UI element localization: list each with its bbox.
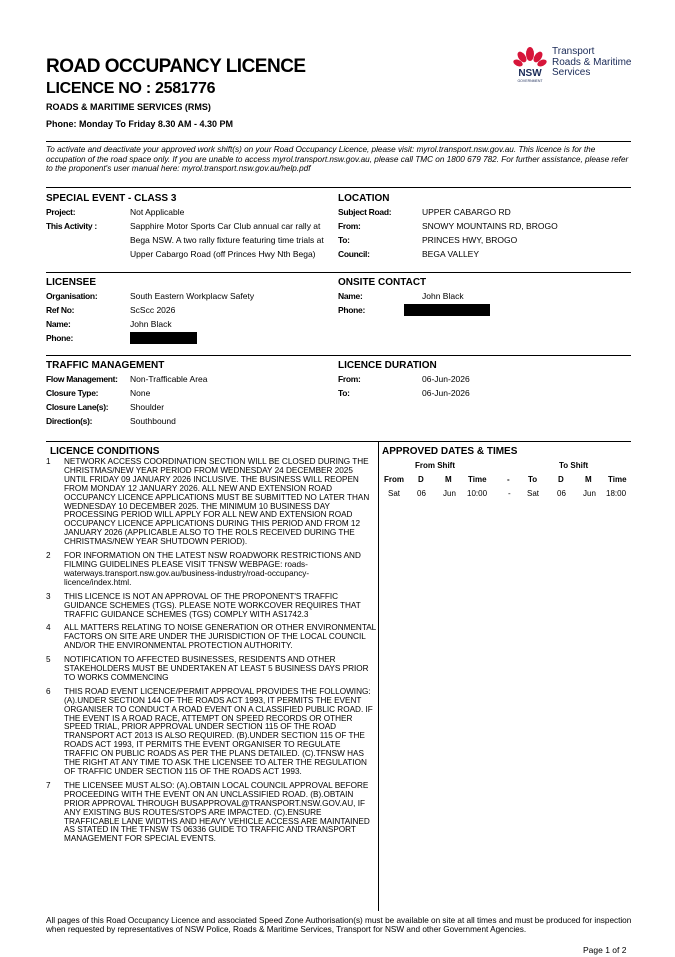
condition-item: 2 FOR INFORMATION ON THE LATEST NSW ROADWORK RESTRICTIONS AND FILMING GUIDELINES PLEASE VISIT TFNSW WEBPAGE: roads-waterways.transport.nsw.gov.au/business-industry/road-occupancy-licence/index.html. bbox=[46, 551, 361, 587]
divider bbox=[46, 141, 631, 142]
direction-label: Direction(s): bbox=[46, 416, 93, 426]
redacted-phone bbox=[404, 304, 490, 316]
condition-item: 7 THE LICENSEE MUST ALSO: (A).OBTAIN LOCAL COUNCIL APPROVAL BEFORE PROCEEDING WITH THE EVENT ON AN UNCLASSIFIED ROAD. (B).OBTAIN PRIOR APPROVAL THROUGH BUSAPPROVAL@TRANSPORT.NSW.GOV.AU, IF ANY EXISTING BUS ROUTES/STOPS ARE IMPACTED. (C).ENSURE TRAFFICABLE LANE WIDTHS AND HEAVY VEHICLE ACCESS ARE MAINTAINED AS STATED IN THE TFNSW TS 06336 GUIDE TO TRAFFIC AND TRANSPORT MANAGEMENT FOR SPECIAL EVENTS. bbox=[46, 780, 370, 844]
col-m: M bbox=[585, 475, 592, 484]
svg-text:NSW: NSW bbox=[518, 68, 542, 79]
flow-management-value: Non-Trafficable Area bbox=[130, 374, 208, 384]
special-event-heading: SPECIAL EVENT - CLASS 3 bbox=[46, 193, 177, 204]
licensee-heading: LICENSEE bbox=[46, 277, 97, 288]
project-value: Not Applicable bbox=[130, 207, 185, 217]
onsite-name-value: John Black bbox=[422, 291, 464, 301]
to-label: To: bbox=[338, 235, 350, 245]
closure-type-value: None bbox=[130, 388, 151, 398]
activity-line-1: Sapphire Motor Sports Car Club annual car rally at bbox=[130, 221, 321, 231]
col-time: Time bbox=[608, 475, 627, 484]
cell-to-time: 18:00 bbox=[606, 489, 627, 498]
col-from: From bbox=[384, 475, 404, 484]
col-to: To bbox=[528, 475, 538, 484]
licence-duration-heading: LICENCE DURATION bbox=[338, 360, 437, 371]
onsite-contact-heading: ONSITE CONTACT bbox=[338, 277, 427, 288]
licence-number: LICENCE NO : 2581776 bbox=[46, 80, 216, 97]
logo-services-text: Services bbox=[552, 67, 591, 78]
licensee-name-value: John Black bbox=[130, 319, 172, 329]
cell-from-date: 06 bbox=[417, 489, 426, 498]
col-time: Time bbox=[468, 475, 487, 484]
onsite-name-label: Name: bbox=[338, 291, 363, 301]
redacted-phone bbox=[130, 332, 197, 344]
cell-dash: - bbox=[508, 489, 511, 498]
organisation-label: Organisation: bbox=[46, 291, 98, 301]
activation-notice: To activate and deactivate your approved work shift(s) on your Road Occupancy Licence, please visit: myrol.transport.nsw.gov.au. This licence is for the occupation of the road space only. If you are unable to access myrol.transport.nsw.gov.au, please call TMC on 1800 679 782. For further assistance, please refer to the proponent's user manual here: myrol.transport.nsw.gov.au/help.pdf bbox=[46, 145, 629, 174]
ref-no-value: ScScc 2026 bbox=[130, 305, 176, 315]
column-divider bbox=[378, 441, 379, 911]
duration-to-label: To: bbox=[338, 388, 350, 398]
cell-to-month: Jun bbox=[583, 489, 596, 498]
divider bbox=[46, 272, 631, 273]
office-hours: Phone: Monday To Friday 8.30 AM - 4.30 PM bbox=[46, 119, 234, 129]
cell-to-date: 06 bbox=[557, 489, 566, 498]
to-value: PRINCES HWY, BROGO bbox=[422, 235, 518, 245]
direction-value: Southbound bbox=[130, 416, 176, 426]
council-value: BEGA VALLEY bbox=[422, 249, 480, 259]
duration-from-label: From: bbox=[338, 374, 361, 384]
divider bbox=[46, 355, 631, 356]
from-value: SNOWY MOUNTAINS RD, BROGO bbox=[422, 221, 558, 231]
subject-road-label: Subject Road: bbox=[338, 207, 392, 217]
licence-conditions-heading: LICENCE CONDITIONS bbox=[50, 446, 160, 457]
logo-transport-text: Transport bbox=[552, 46, 595, 57]
licensee-phone-label: Phone: bbox=[46, 333, 74, 343]
closure-lanes-value: Shoulder bbox=[130, 402, 165, 412]
onsite-phone-label: Phone: bbox=[338, 305, 366, 315]
activity-line-2: Bega NSW. A two rally fixture featuring time trials at bbox=[130, 235, 324, 245]
divider bbox=[46, 187, 631, 188]
duration-to-value: 06-Jun-2026 bbox=[422, 388, 470, 398]
closure-type-label: Closure Type: bbox=[46, 388, 99, 398]
traffic-management-heading: TRAFFIC MANAGEMENT bbox=[46, 360, 165, 371]
condition-item: 1 NETWORK ACCESS COORDINATION SECTION WILL BE CLOSED DURING THE CHRISTMAS/NEW YEAR PERIOD FROM WEDNESDAY 24 DECEMBER 2025 UNTIL FRIDAY 09 JANUARY 2026 INCLUSIVE. THE BUSINESS WILL REOPEN FROM MONDAY 12 JANUARY 2026. ALL NEW AND EXTENSION ROAD OCCUPANCY LICENCE APPLICATIONS MUST BE SUBMITTED NO LATER THAN WEDNESDAY 10 DECEMBER 2025. THE MINIMUM 10 BUSINESS DAY PROCESSING PERIOD WILL APPLY FOR ALL NEW AND EXTENSION ROAD OCCUPANCY LICENCE APPLICATIONS DURING THIS PERIOD AND FROM 12 JANUARY 2026 (APPLICABLE ALSO TO THE ROLS RECEIVED DURING THE CHRISTMAS/NEW YEAR SHUTDOWN PERIOD). bbox=[46, 457, 370, 547]
licensee-name-label: Name: bbox=[46, 319, 71, 329]
from-label: From: bbox=[338, 221, 361, 231]
footer-notice: All pages of this Road Occupancy Licence and associated Speed Zone Authorisation(s) must be available on site at all times and must be produced for inspection when requested by representatives of NSW Police, Roads & Maritime Services, Transport for NSW and other Government Agencies. bbox=[46, 916, 632, 935]
to-shift-label: To Shift bbox=[559, 461, 589, 470]
condition-item: 5 NOTIFICATION TO AFFECTED BUSINESSES, RESIDENTS AND OTHER STAKEHOLDERS MUST BE UNDERTAKEN AT LEAST 5 BUSINESS DAYS PRIOR TO WORKS COMMENCING bbox=[46, 655, 369, 682]
col-m: M bbox=[445, 475, 452, 484]
document-title: ROAD OCCUPANCY LICENCE bbox=[46, 56, 306, 77]
from-shift-label: From Shift bbox=[415, 461, 455, 470]
activity-label: This Activity : bbox=[46, 221, 97, 231]
cell-to-day: Sat bbox=[527, 489, 540, 498]
organisation-value: South Eastern Workplacw Safety bbox=[130, 291, 255, 301]
closure-lanes-label: Closure Lane(s): bbox=[46, 402, 109, 412]
location-heading: LOCATION bbox=[338, 193, 390, 204]
ref-no-label: Ref No: bbox=[46, 305, 75, 315]
col-dash: - bbox=[507, 475, 510, 484]
project-label: Project: bbox=[46, 207, 76, 217]
col-d: D bbox=[418, 475, 424, 484]
condition-item: 6 THIS ROAD EVENT LICENCE/PERMIT APPROVAL PROVIDES THE FOLLOWING: (A).UNDER SECTION 144 OF THE ROADS ACT 1993, IT PERMITS THE EVENT ORGANISER TO CONDUCT A ROAD EVENT ON A CLASSIFIED PUBLIC ROAD. IF THE EVENT IS A ROAD RACE, ATTEMPT ON SPEED RECORDS OR OTHER SPEED TRIAL, PRIOR APPROVAL UNDER SECTION 115 OF THE ROAD TRANSPORT ACT 2013 IS ALSO REQUIRED. (B).UNDER SECTION 115 OF THE ROADS ACT 1993, IT PERMITS THE EVENT ORGANISER TO REGULATE TRAFFIC ON PUBLIC ROADS AS PER THE PLANS DETAILED. (C).TFNSW HAS THE RIGHT AT ANY TIME TO ASK THE LICENSEE TO ALTER THE REGULATION OF TRAFFIC UNDER SECTION 115 OF THE ROADS ACT 1993. bbox=[46, 686, 373, 776]
waratah-icon bbox=[510, 44, 550, 84]
nsw-transport-logo bbox=[510, 44, 640, 84]
logo-rms-text: Roads & Maritime bbox=[552, 57, 632, 68]
approved-dates-heading: APPROVED DATES & TIMES bbox=[382, 446, 518, 457]
cell-from-month: Jun bbox=[443, 489, 456, 498]
cell-from-time: 10:00 bbox=[467, 489, 488, 498]
flow-management-label: Flow Management: bbox=[46, 374, 118, 384]
condition-item: 4 ALL MATTERS RELATING TO NOISE GENERATION OR OTHER ENVIRONMENTAL FACTORS ON SITE ARE UNDER THE JURISDICTION OF THE LOCAL COUNCIL AND/OR THE ENVIRONMENTAL PROTECTION AUTHORITY. bbox=[46, 623, 376, 651]
col-d: D bbox=[558, 475, 564, 484]
cell-from-day: Sat bbox=[388, 489, 401, 498]
activity-line-3: Upper Cabargo Road (off Princes Hwy Nth Bega) bbox=[130, 249, 316, 259]
council-label: Council: bbox=[338, 249, 370, 259]
duration-from-value: 06-Jun-2026 bbox=[422, 374, 470, 384]
issuing-organisation: ROADS & MARITIME SERVICES (RMS) bbox=[46, 102, 211, 112]
svg-text:GOVERNMENT: GOVERNMENT bbox=[517, 79, 543, 83]
divider bbox=[46, 441, 631, 442]
condition-item: 3 THIS LICENCE IS NOT AN APPROVAL OF THE PROPONENT'S TRAFFIC GUIDANCE SCHEMES (TGS). PLEASE NOTE WORKCOVER REQUIRES THAT TRAFFIC GUIDANCE SCHEMES (TGS) COMPLY WITH AS1742.3 bbox=[46, 591, 361, 619]
page-number: Page 1 of 2 bbox=[583, 945, 627, 955]
licence-conditions-list bbox=[46, 458, 376, 849]
subject-road-value: UPPER CABARGO RD bbox=[422, 207, 511, 217]
